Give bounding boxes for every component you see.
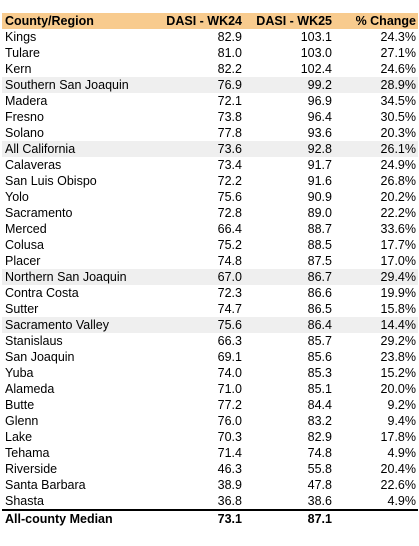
cell-wk25: 102.4 xyxy=(300,62,332,76)
table-row xyxy=(2,253,418,269)
table-row xyxy=(2,157,418,173)
cell-wk24: 76.0 xyxy=(217,414,242,428)
cell-wk25: 84.4 xyxy=(307,398,332,412)
cell-wk24: 67.0 xyxy=(217,270,242,284)
cell-region: Riverside xyxy=(5,462,58,476)
cell-region: Sutter xyxy=(5,302,39,316)
cell-region: Yuba xyxy=(5,366,34,380)
cell-wk25: 83.2 xyxy=(307,414,332,428)
cell-wk24: 71.4 xyxy=(217,446,242,460)
cell-change: 17.7% xyxy=(380,238,416,252)
cell-region: Merced xyxy=(5,222,47,236)
table-row xyxy=(2,189,418,205)
cell-region: Glenn xyxy=(5,414,39,428)
cell-change: 17.8% xyxy=(380,430,416,444)
cell-wk25: 96.9 xyxy=(307,94,332,108)
cell-wk25: 91.7 xyxy=(307,158,332,172)
cell-region: Placer xyxy=(5,254,41,268)
header-dasi-wk24: DASI - WK24 xyxy=(150,13,244,29)
cell-region: Alameda xyxy=(5,382,55,396)
cell-region: All California xyxy=(5,142,76,156)
cell-change: 22.6% xyxy=(380,478,416,492)
cell-wk25: 47.8 xyxy=(307,478,332,492)
cell-region: Kings xyxy=(5,30,37,44)
table-row xyxy=(2,269,418,285)
cell-wk24: 75.6 xyxy=(217,318,242,332)
cell-change: 26.1% xyxy=(380,142,416,156)
cell-wk25: 74.8 xyxy=(307,446,332,460)
cell-wk25: 38.6 xyxy=(244,493,334,510)
cell-change: 22.2% xyxy=(380,206,416,220)
cell-wk24: 76.9 xyxy=(217,78,242,92)
cell-wk24: 82.2 xyxy=(217,62,242,76)
cell-wk24: 73.8 xyxy=(217,110,242,124)
cell-change: 29.2% xyxy=(380,334,416,348)
cell-wk24: 70.3 xyxy=(217,430,242,444)
header-county-region: County/Region xyxy=(2,13,150,29)
cell-region: Butte xyxy=(5,398,35,412)
cell-wk25: 87.5 xyxy=(307,254,332,268)
cell-change: 24.6% xyxy=(380,62,416,76)
cell-wk25: 88.5 xyxy=(307,238,332,252)
cell-wk24: 73.4 xyxy=(217,158,242,172)
cell-wk25: 92.8 xyxy=(307,142,332,156)
cell-wk25: 91.6 xyxy=(307,174,332,188)
table-row xyxy=(2,221,418,237)
cell-region: Tulare xyxy=(5,46,40,60)
table-row xyxy=(2,333,418,349)
cell-change: 19.9% xyxy=(380,286,416,300)
cell-wk24: 77.8 xyxy=(217,126,242,140)
table-row xyxy=(2,477,418,493)
cell-wk24: 77.2 xyxy=(217,398,242,412)
cell-wk25: 89.0 xyxy=(307,206,332,220)
cell-wk24: 75.2 xyxy=(217,238,242,252)
median-wk24: 73.1 xyxy=(217,512,242,526)
table-row xyxy=(2,493,418,510)
cell-change: 17.0% xyxy=(380,254,416,268)
cell-wk24: 71.0 xyxy=(217,382,242,396)
cell-change: 20.4% xyxy=(380,462,416,476)
cell-region: Madera xyxy=(5,94,48,108)
cell-region: Stanislaus xyxy=(5,334,63,348)
table-row xyxy=(2,173,418,189)
cell-wk24: 74.7 xyxy=(217,302,242,316)
cell-wk25: 88.7 xyxy=(307,222,332,236)
table-row xyxy=(2,285,418,301)
table-row xyxy=(2,125,418,141)
header-row xyxy=(2,13,418,29)
cell-region: Yolo xyxy=(5,190,29,204)
table-row xyxy=(2,413,418,429)
cell-region: Santa Barbara xyxy=(5,478,86,492)
cell-change: 9.4% xyxy=(387,414,416,428)
cell-wk24: 74.0 xyxy=(217,366,242,380)
cell-wk24: 69.1 xyxy=(217,350,242,364)
median-label: All-county Median xyxy=(5,512,113,526)
cell-wk25: 85.3 xyxy=(307,366,332,380)
cell-wk25: 55.8 xyxy=(307,462,332,476)
dasi-table xyxy=(2,13,418,527)
cell-wk25: 96.4 xyxy=(307,110,332,124)
cell-region: San Joaquin xyxy=(5,350,75,364)
table-row xyxy=(2,93,418,109)
cell-change: 26.8% xyxy=(380,174,416,188)
cell-wk24: 72.1 xyxy=(217,94,242,108)
cell-change: 30.5% xyxy=(380,110,416,124)
median-change xyxy=(334,510,418,527)
cell-region: Fresno xyxy=(5,110,44,124)
cell-wk25: 90.9 xyxy=(307,190,332,204)
cell-change: 23.8% xyxy=(380,350,416,364)
table-row xyxy=(2,461,418,477)
cell-wk25: 93.6 xyxy=(307,126,332,140)
table-row xyxy=(2,381,418,397)
table-row xyxy=(2,205,418,221)
cell-wk25: 82.9 xyxy=(307,430,332,444)
cell-change: 24.9% xyxy=(380,158,416,172)
cell-change: 34.5% xyxy=(380,94,416,108)
cell-wk24: 81.0 xyxy=(217,46,242,60)
table-row xyxy=(2,77,418,93)
cell-region: Shasta xyxy=(2,493,150,510)
cell-region: Northern San Joaquin xyxy=(5,270,127,284)
cell-region: San Luis Obispo xyxy=(5,174,97,188)
table-row xyxy=(2,429,418,445)
cell-wk25: 86.6 xyxy=(307,286,332,300)
cell-wk24: 72.2 xyxy=(217,174,242,188)
cell-region: Sacramento xyxy=(5,206,73,220)
cell-change: 4.9% xyxy=(334,493,418,510)
cell-region: Lake xyxy=(5,430,33,444)
cell-region: Calaveras xyxy=(5,158,62,172)
cell-wk24: 82.9 xyxy=(217,30,242,44)
table-row xyxy=(2,317,418,333)
table-body xyxy=(2,29,418,510)
cell-change: 4.9% xyxy=(387,446,416,460)
header-pct-change: % Change xyxy=(334,13,418,29)
cell-region: Solano xyxy=(5,126,44,140)
cell-wk24: 36.8 xyxy=(150,493,244,510)
cell-wk24: 72.8 xyxy=(217,206,242,220)
cell-wk24: 75.6 xyxy=(217,190,242,204)
table-row xyxy=(2,45,418,61)
cell-wk24: 73.6 xyxy=(217,142,242,156)
cell-wk24: 72.3 xyxy=(217,286,242,300)
cell-wk25: 86.4 xyxy=(307,318,332,332)
header-dasi-wk25: DASI - WK25 xyxy=(244,13,334,29)
cell-change: 20.0% xyxy=(380,382,416,396)
cell-change: 15.2% xyxy=(380,366,416,380)
cell-change: 15.8% xyxy=(380,302,416,316)
table-row xyxy=(2,445,418,461)
table-row xyxy=(2,301,418,317)
cell-region: Sacramento Valley xyxy=(5,318,109,332)
cell-change: 9.2% xyxy=(387,398,416,412)
cell-wk24: 66.4 xyxy=(217,222,242,236)
cell-region: Southern San Joaquin xyxy=(5,78,129,92)
cell-wk25: 85.1 xyxy=(307,382,332,396)
cell-wk24: 46.3 xyxy=(217,462,242,476)
cell-change: 33.6% xyxy=(380,222,416,236)
cell-region: Colusa xyxy=(5,238,44,252)
cell-change: 24.3% xyxy=(380,30,416,44)
cell-change: 28.9% xyxy=(380,78,416,92)
cell-change: 20.2% xyxy=(380,190,416,204)
table-row xyxy=(2,237,418,253)
cell-wk25: 86.5 xyxy=(307,302,332,316)
cell-region: Kern xyxy=(5,62,32,76)
table-row xyxy=(2,349,418,365)
cell-wk24: 74.8 xyxy=(217,254,242,268)
cell-change: 29.4% xyxy=(380,270,416,284)
cell-wk25: 85.7 xyxy=(307,334,332,348)
cell-wk25: 86.7 xyxy=(307,270,332,284)
cell-change: 27.1% xyxy=(380,46,416,60)
cell-wk25: 99.2 xyxy=(307,78,332,92)
table-row xyxy=(2,29,418,45)
table-row xyxy=(2,109,418,125)
cell-wk25: 103.0 xyxy=(300,46,332,60)
table-row xyxy=(2,397,418,413)
cell-region: Contra Costa xyxy=(5,286,79,300)
median-row xyxy=(2,510,418,527)
cell-region: Tehama xyxy=(5,446,50,460)
cell-change: 14.4% xyxy=(380,318,416,332)
cell-wk25: 85.6 xyxy=(307,350,332,364)
cell-wk24: 38.9 xyxy=(217,478,242,492)
median-wk25: 87.1 xyxy=(307,512,332,526)
table-row xyxy=(2,365,418,381)
table-row xyxy=(2,61,418,77)
cell-change: 20.3% xyxy=(380,126,416,140)
cell-wk24: 66.3 xyxy=(217,334,242,348)
table-row xyxy=(2,141,418,157)
cell-wk25: 103.1 xyxy=(300,30,332,44)
